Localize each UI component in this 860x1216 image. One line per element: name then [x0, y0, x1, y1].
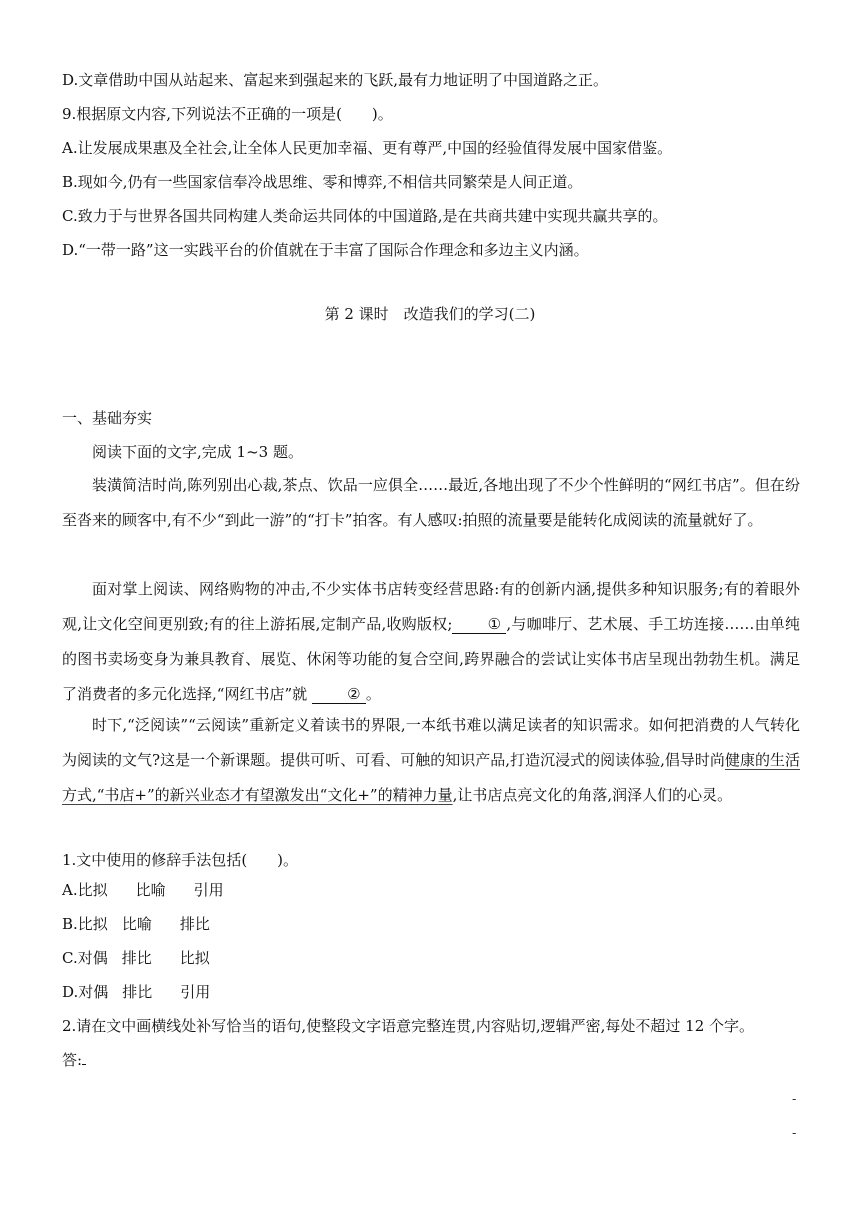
option-item: 比拟 — [77, 881, 108, 899]
paragraph-3-underlined-sentence: 健康的生活方式,“书店+”的新兴业态才有望激发出“文化+”的精神力量 — [62, 751, 800, 804]
q9-option-d: D.“一带一路”这一实践平台的价值就在于丰富了国际合作理念和多边主义内涵。 — [62, 241, 589, 259]
option-item: 比拟 — [77, 915, 108, 933]
passage-paragraph-3 — [62, 708, 800, 813]
option-item: 排比 — [179, 915, 210, 933]
option-item: 比喻 — [121, 915, 152, 933]
answer-underline — [82, 1050, 86, 1065]
fill-blank-1: ① — [452, 616, 506, 634]
option-letter: D. — [62, 983, 79, 1001]
paragraph-3-text-a: 时下,“泛阅读”“云阅读”重新定义着读书的界限,一本纸书难以满足读者的知识需求。如何把消费的人气转化为阅读的文气?这是一个新课题。提供可听、可看、可触的知识产品,打造沉浸式的阅读体验,倡导时尚 — [62, 716, 800, 769]
option-letter: B. — [62, 915, 78, 933]
q9-stem: 9.根据原文内容,下列说法不正确的一项是( )。 — [62, 105, 393, 123]
margin-mark: - — [792, 1126, 797, 1141]
option-item: 比拟 — [179, 949, 210, 967]
option-letter: A. — [62, 881, 78, 899]
q1-option-c — [62, 948, 210, 968]
q9-option-a: A.让发展成果惠及全社会,让全体人民更加幸福、更有尊严,中国的经验值得发展中国家借鉴。 — [62, 139, 673, 157]
option-item: 引用 — [180, 983, 211, 1001]
paragraph-2-text-c: 。 — [365, 685, 381, 703]
option-item: 排比 — [121, 949, 152, 967]
q1-option-b — [62, 914, 210, 934]
q9-option-c: C.致力于与世界各国共同构建人类命运共同体的中国道路,是在共商共建中实现共赢共享的。 — [62, 207, 668, 225]
q1-option-a — [62, 880, 224, 900]
prev-option-d: D.文章借助中国从站起来、富起来到强起来的飞跃,最有力地证明了中国道路之正。 — [62, 71, 609, 89]
option-item: 对偶 — [78, 983, 109, 1001]
option-item: 比喻 — [135, 881, 166, 899]
option-letter: C. — [62, 949, 78, 967]
option-item: 排比 — [122, 983, 153, 1001]
option-item: 对偶 — [77, 949, 108, 967]
answer-label-text: 答: — [62, 1051, 83, 1069]
paragraph-2-text-b: ,与咖啡厅、艺术展、手工坊连接……由单纯的图书卖场变身为兼具教育、展览、休闲等功能的复合空间,跨界融合的尝试让实体书店呈现出勃勃生机。满足了消费者的多元化选择,“网红书店”就 — [62, 615, 800, 703]
margin-mark: - — [792, 1092, 797, 1107]
fill-blank-2: ② — [312, 686, 366, 704]
paragraph-3-text-b: ,让书店点亮文化的角落,润泽人们的心灵。 — [452, 786, 733, 804]
section-heading: 一、基础夯实 — [62, 409, 153, 427]
option-item: 引用 — [193, 881, 224, 899]
q9-option-b: B.现如今,仍有一些国家信奉冷战思维、零和博弈,不相信共同繁荣是人间正道。 — [62, 173, 583, 191]
reading-instruction: 阅读下面的文字,完成 1~3 题。 — [92, 443, 303, 461]
q1-option-d — [62, 982, 210, 1002]
passage-paragraph-1: 装潢简洁时尚,陈列别出心裁,茶点、饮品一应俱全……最近,各地出现了不少个性鲜明的“网红书店”。但在纷至沓来的顾客中,有不少“到此一游”的“打卡”拍客。有人感叹:拍照的流量要是能转化成阅读的流量就好了。 — [62, 476, 800, 529]
lesson-title: 第 2 课时 改造我们的学习(二) — [324, 305, 536, 323]
q1-stem: 1.文中使用的修辞手法包括( )。 — [62, 851, 299, 869]
passage-paragraph-2 — [62, 572, 800, 712]
paragraph-2-text-a: 面对掌上阅读、网络购物的冲击,不少实体书店转变经营思路:有的创新内涵,提供多种知识服务;有的着眼外观,让文化空间更别致;有的往上游拓展,定制产品,收购版权; — [62, 580, 800, 633]
q2-stem: 2.请在文中画横线处补写恰当的语句,使整段文字语意完整连贯,内容贴切,逻辑严密,每处不超过 12 个字。 — [62, 1017, 755, 1035]
answer-label — [62, 1050, 86, 1070]
